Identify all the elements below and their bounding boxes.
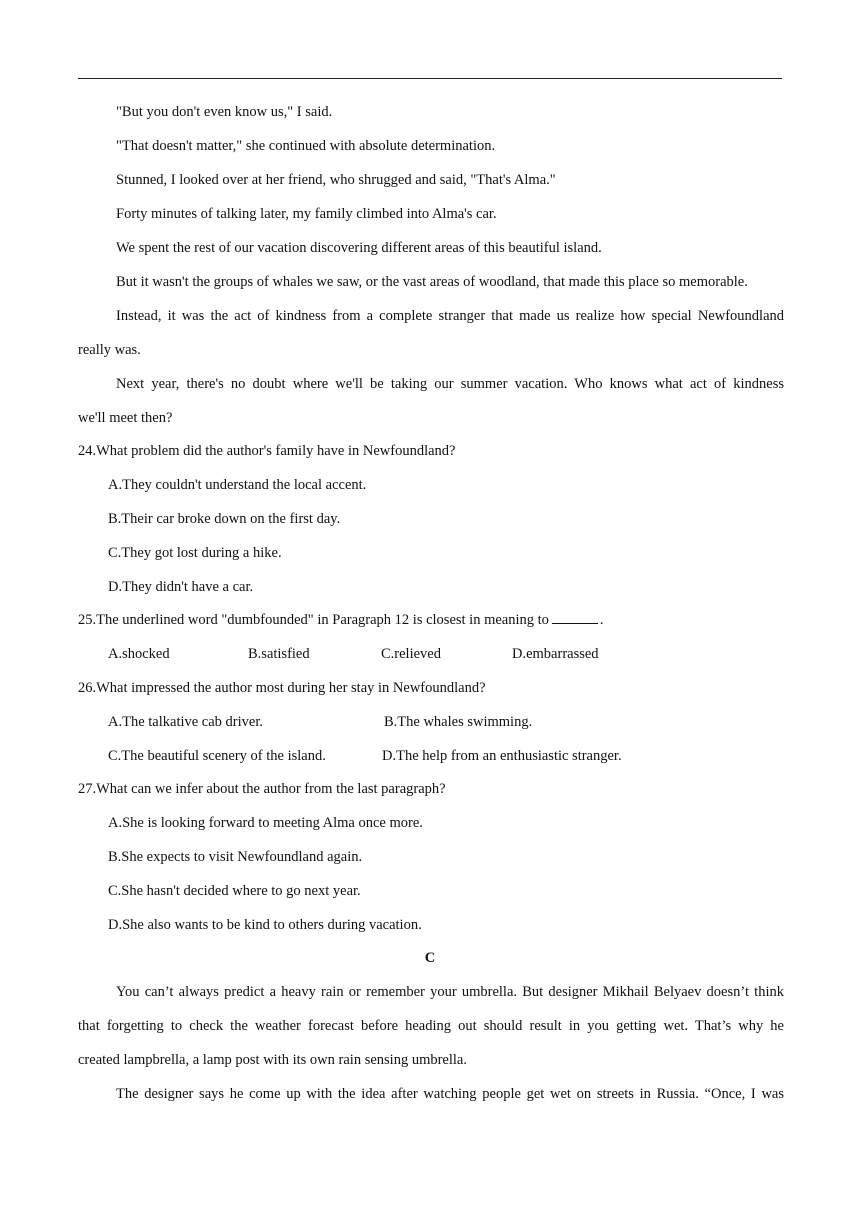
question-24-option-c: C.They got lost during a hike. [108, 545, 282, 561]
paragraph-line: The designer says he come up with the idea after watching people get wet on streets in Russia. “Once, I was [116, 1086, 784, 1102]
question-26-option-b: B.The whales swimming. [384, 714, 533, 730]
question-26-option-c: C.The beautiful scenery of the island. [108, 748, 326, 764]
paragraph: We spent the rest of our vacation discovering different areas of this beautiful island. [116, 240, 602, 256]
question-24-option-d: D.They didn't have a car. [108, 579, 254, 595]
question-26-stem: 26.What impressed the author most during her stay in Newfoundland? [78, 680, 486, 696]
answer-blank [552, 611, 598, 624]
question-27-option-b: B.She expects to visit Newfoundland again. [108, 849, 363, 865]
paragraph-line: really was. [78, 342, 141, 358]
header-rule [78, 78, 782, 79]
question-25-option-d: D.embarrassed [512, 646, 599, 662]
paragraph: Stunned, I looked over at her friend, who shrugged and said, "That's Alma." [116, 172, 556, 188]
paragraph-line: Next year, there's no doubt where we'll be taking our summer vacation. Who knows what act of kindness [116, 376, 784, 392]
paragraph-line: created lampbrella, a lamp post with its own rain sensing umbrella. [78, 1052, 467, 1068]
question-26-option-d: D.The help from an enthusiastic stranger. [382, 748, 622, 764]
question-27-option-c: C.She hasn't decided where to go next year. [108, 883, 361, 899]
question-25-option-a: A.shocked [108, 646, 170, 662]
paragraph-line: You can’t always predict a heavy rain or remember your umbrella. But designer Mikhail Belyaev doesn’t think [116, 984, 784, 1000]
question-25-stem-text: 25.The underlined word "dumbfounded" in Paragraph 12 is closest in meaning to [78, 612, 549, 628]
question-27-stem: 27.What can we infer about the author from the last paragraph? [78, 781, 446, 797]
paragraph: "That doesn't matter," she continued with absolute determination. [116, 138, 496, 154]
paragraph: But it wasn't the groups of whales we saw, or the vast areas of woodland, that made this place so memorable. [116, 274, 748, 290]
paragraph-line: Instead, it was the act of kindness from a complete stranger that made us realize how special Newfoundland [116, 308, 784, 324]
question-27-option-d: D.She also wants to be kind to others during vacation. [108, 917, 422, 933]
question-24-option-a: A.They couldn't understand the local accent. [108, 477, 367, 493]
paragraph: "But you don't even know us," I said. [116, 104, 333, 120]
question-24-stem: 24.What problem did the author's family have in Newfoundland? [78, 443, 456, 459]
question-25-stem-end: . [599, 612, 604, 628]
section-title: C [424, 950, 436, 966]
question-27-option-a: A.She is looking forward to meeting Alma once more. [108, 815, 423, 831]
paragraph: Forty minutes of talking later, my family climbed into Alma's car. [116, 206, 497, 222]
paragraph-line: we'll meet then? [78, 410, 173, 426]
question-25-stem [78, 610, 604, 630]
question-25-option-c: C.relieved [381, 646, 441, 662]
question-24-option-b: B.Their car broke down on the first day. [108, 511, 341, 527]
question-26-option-a: A.The talkative cab driver. [108, 714, 264, 730]
paragraph-line: that forgetting to check the weather forecast before heading out should result in you getting wet. That’s why he [78, 1018, 784, 1034]
question-25-option-b: B.satisfied [248, 646, 310, 662]
